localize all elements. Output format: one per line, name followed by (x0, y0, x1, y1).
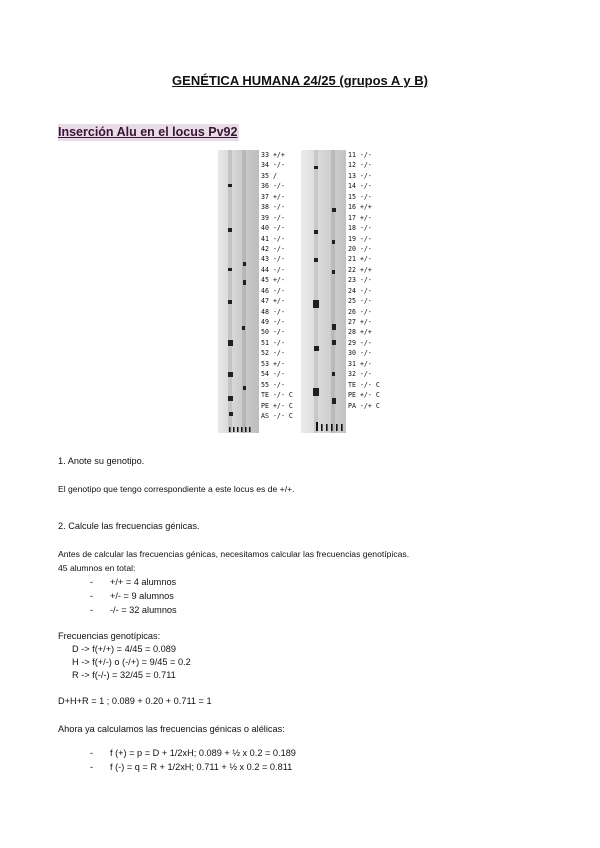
gel-left-genotype: +/- (272, 359, 285, 368)
gel-right-genotype: -/- (359, 370, 372, 379)
intro-text: Antes de calcular las frecuencias génicas, necesitamos calcular las frecuencias genotípicas. (58, 549, 410, 559)
gel-right-lane-number: 24 (348, 286, 356, 295)
gel-left-row (261, 390, 293, 400)
gel-right-genotype: -/- (359, 338, 372, 347)
gel-left-row (261, 150, 293, 160)
gel-right-genotype: -/- (359, 182, 372, 191)
gel-left-lane-number: 42 (261, 244, 269, 253)
gel-right-lane-number: 31 (348, 359, 356, 368)
gel-right-genotype: +/+ (359, 265, 372, 274)
gel-left-genotype: -/- (272, 244, 285, 253)
gel-right-genotype: -/- (359, 224, 372, 233)
gel-left-genotype: +/- C (272, 401, 293, 410)
gel-right-lane-number: 22 (348, 265, 356, 274)
gel-left-genotype: -/- (272, 328, 285, 337)
gel-left-lane-number: 40 (261, 224, 269, 233)
gel-right-genotype: +/- (359, 359, 372, 368)
gel-right-row (348, 244, 380, 254)
gel-left-row (261, 380, 293, 390)
gel-left-genotype: +/- (272, 297, 285, 306)
gel-right-row (348, 327, 380, 337)
gel-left-lane-number: 33 (261, 151, 269, 159)
gel-left-genotype: -/- (272, 338, 285, 347)
gel-left-genotype: -/- C (272, 411, 293, 420)
gel-right-lane-number: 25 (348, 297, 356, 306)
freq-line: H -> f(+/-) o (-/+) = 9/45 = 0.2 (72, 657, 191, 667)
gel-right-genotype: -/- (359, 161, 372, 170)
gel-left-row (261, 181, 293, 191)
gel-right-lane-number: PA (348, 401, 356, 410)
gel-right-genotype: -/- (359, 307, 372, 316)
gel-right-lane-number: 14 (348, 182, 356, 191)
freq-line: R -> f(-/-) = 32/45 = 0.711 (72, 670, 176, 680)
gel-left-row (261, 244, 293, 254)
gel-right-genotype: -/- (359, 297, 372, 306)
gel-left-row (261, 234, 293, 244)
gel-right-row (348, 150, 380, 160)
freq-line: D -> f(+/+) = 4/45 = 0.089 (72, 644, 176, 654)
question-2: 2. Calcule las frecuencias génicas. (58, 521, 200, 531)
gel-left-genotype: -/- (272, 307, 285, 316)
gel-left-lane-number: 39 (261, 213, 269, 222)
gel-right-image (301, 150, 346, 433)
gel-left-genotype: +/- (272, 192, 285, 201)
question-1: 1. Anote su genotipo. (58, 456, 145, 466)
gel-right-row (348, 223, 380, 233)
gel-left-genotype: -/- (272, 161, 285, 170)
gel-right-lane-number: 12 (348, 161, 356, 170)
gel-right-labels (348, 150, 380, 411)
gel-left-lane-number: 54 (261, 370, 269, 379)
gel-right-lane-number: 28 (348, 328, 356, 337)
gel-right-lane-number: 11 (348, 151, 356, 159)
gel-right-row (348, 317, 380, 327)
gel-right-lane-number: 16 (348, 203, 356, 212)
gel-left-row (261, 254, 293, 264)
gel-left-row (261, 213, 293, 223)
gel-right-lane-number: 18 (348, 224, 356, 233)
gel-left-labels (261, 150, 293, 421)
gel-left-lane-number: 37 (261, 192, 269, 201)
gel-right-lane-number: 21 (348, 255, 356, 264)
gel-left-lane-number: 53 (261, 359, 269, 368)
gel-left-photo (218, 150, 259, 433)
gel-left-genotype: -/- (272, 203, 285, 212)
gel-left-genotype: -/- (272, 349, 285, 358)
gel-left-genotype: -/- (272, 286, 285, 295)
gel-left-lane-number: 38 (261, 203, 269, 212)
gel-right-row (348, 286, 380, 296)
gel-left-genotype: -/- (272, 182, 285, 191)
gel-right-genotype: +/- (359, 213, 372, 222)
allele-intro: Ahora ya calculamos las frecuencias génicas o alélicas: (58, 724, 285, 734)
gel-left-row (261, 307, 293, 317)
gel-right-lane-number: 19 (348, 234, 356, 243)
gel-right-row (348, 234, 380, 244)
gel-right-row (348, 296, 380, 306)
gel-left-row (261, 192, 293, 202)
gel-right-lane-number: TE (348, 380, 356, 389)
gel-left-genotype: +/+ (272, 151, 285, 159)
gel-left-genotype: -/- C (272, 391, 293, 400)
gel-left-lane-number: 55 (261, 380, 269, 389)
gel-right-lane-number: 29 (348, 338, 356, 347)
gel-left-genotype: -/- (272, 265, 285, 274)
gel-left-lane-number: TE (261, 391, 269, 400)
gel-left-lane-number: 35 (261, 171, 269, 180)
gel-left-genotype: -/- (272, 224, 285, 233)
gel-right-lane-number: 15 (348, 192, 356, 201)
gel-right-lane-number: 27 (348, 318, 356, 326)
gel-left-lane-number: 46 (261, 286, 269, 295)
gel-right-genotype: -/- (359, 171, 372, 180)
gel-right-lane-number: 23 (348, 276, 356, 285)
gel-right-lane-number: 26 (348, 307, 356, 316)
gel-left-lane-number: 41 (261, 234, 269, 243)
sum-line: D+H+R = 1 ; 0.089 + 0.20 + 0.711 = 1 (58, 696, 212, 706)
gel-left-lane-number: 49 (261, 318, 269, 326)
gel-left-lane-number: 36 (261, 182, 269, 191)
gel-left-genotype: -/- (272, 318, 285, 326)
gel-left-lane-number: 44 (261, 265, 269, 274)
gel-right-row (348, 181, 380, 191)
gel-left-genotype: -/- (272, 255, 285, 264)
gel-right-genotype: -/- C (359, 380, 380, 389)
gel-left-genotype: / (272, 171, 277, 180)
gel-left-row (261, 369, 293, 379)
gel-left-row (261, 401, 293, 411)
gel-left-lane-number: AS (261, 411, 269, 420)
gel-left-row (261, 317, 293, 327)
gel-right-row (348, 307, 380, 317)
gel-right-lane-number: 17 (348, 213, 356, 222)
gel-left-row (261, 296, 293, 306)
gel-right-genotype: -/- (359, 276, 372, 285)
count-item: - +/+ = 4 alumnos (90, 577, 177, 587)
gel-left-row (261, 411, 293, 421)
gel-right-row (348, 401, 380, 411)
gel-left-row (261, 275, 293, 285)
gel-right-genotype: -/+ C (359, 401, 380, 410)
gel-right-genotype: +/- (359, 318, 372, 326)
gel-right-genotype: +/+ (359, 203, 372, 212)
gel-right-row (348, 265, 380, 275)
gel-right-row (348, 160, 380, 170)
gel-right-row (348, 254, 380, 264)
gel-left-row (261, 265, 293, 275)
gel-right-row (348, 369, 380, 379)
gel-right-row (348, 213, 380, 223)
gel-right-genotype: -/- (359, 286, 372, 295)
gel-left-lane-number: 45 (261, 276, 269, 285)
gel-right-genotype: -/- (359, 244, 372, 253)
gel-left-genotype: -/- (272, 213, 285, 222)
gel-right-row (348, 202, 380, 212)
gel-left-lane-number: 43 (261, 255, 269, 264)
gel-left-row (261, 286, 293, 296)
freq-title: Frecuencias genotípicas: (58, 631, 161, 641)
gel-right-genotype: -/- (359, 234, 372, 243)
gel-right-genotype: +/+ (359, 328, 372, 337)
total-text: 45 alumnos en total: (58, 563, 136, 573)
answer-1: El genotipo que tengo correspondiente a este locus es de +/+. (58, 484, 295, 494)
gel-right-row (348, 275, 380, 285)
gel-right-row (348, 171, 380, 181)
gel-left-row (261, 359, 293, 369)
gel-left-genotype: -/- (272, 380, 285, 389)
gel-left-genotype: -/- (272, 234, 285, 243)
gel-right-row (348, 192, 380, 202)
gel-left-lane-number: 34 (261, 161, 269, 170)
gel-right-lane-number: PE (348, 391, 356, 400)
gel-left-row (261, 223, 293, 233)
gel-right-genotype: -/- (359, 349, 372, 358)
gel-right-row (348, 359, 380, 369)
gel-right-lane-number: 30 (348, 349, 356, 358)
gel-right-photo (301, 150, 346, 433)
gel-left-genotype: +/- (272, 276, 285, 285)
gel-left-row (261, 171, 293, 181)
gel-right-lane-number: 20 (348, 244, 356, 253)
gel-left-row (261, 338, 293, 348)
gel-left-lane-number: 50 (261, 328, 269, 337)
count-item: - -/- = 32 alumnos (90, 605, 177, 615)
gel-left-lane-number: PE (261, 401, 269, 410)
gel-right-lane-number: 13 (348, 171, 356, 180)
gel-left-row (261, 160, 293, 170)
gel-left-genotype: -/- (272, 370, 285, 379)
gel-right-row (348, 338, 380, 348)
gel-right-genotype: +/- (359, 255, 372, 264)
count-item: - +/- = 9 alumnos (90, 591, 174, 601)
gel-right-row (348, 390, 380, 400)
gel-left-image (218, 150, 259, 433)
gel-left-lane-number: 51 (261, 338, 269, 347)
allele-line: - f (+) = p = D + 1/2xH; 0.089 + ½ x 0.2 = 0.189 (90, 748, 296, 758)
gel-right-genotype: -/- (359, 192, 372, 201)
gel-right-row (348, 380, 380, 390)
gel-right-lane-number: 32 (348, 370, 356, 379)
gel-left-row (261, 348, 293, 358)
gel-left-lane-number: 47 (261, 297, 269, 306)
gel-left-lane-number: 48 (261, 307, 269, 316)
gel-right-row (348, 348, 380, 358)
gel-left-row (261, 202, 293, 212)
gel-right-genotype: -/- (359, 151, 372, 159)
gel-left-lane-number: 52 (261, 349, 269, 358)
allele-line: - f (-) = q = R + 1/2xH; 0.711 + ½ x 0.2 = 0.811 (90, 762, 293, 772)
page-title: GENÉTICA HUMANA 24/25 (grupos A y B) (172, 73, 428, 88)
gel-left-row (261, 327, 293, 337)
section-heading: Inserción Alu en el locus Pv92 (58, 125, 238, 139)
gel-right-genotype: +/- C (359, 391, 380, 400)
